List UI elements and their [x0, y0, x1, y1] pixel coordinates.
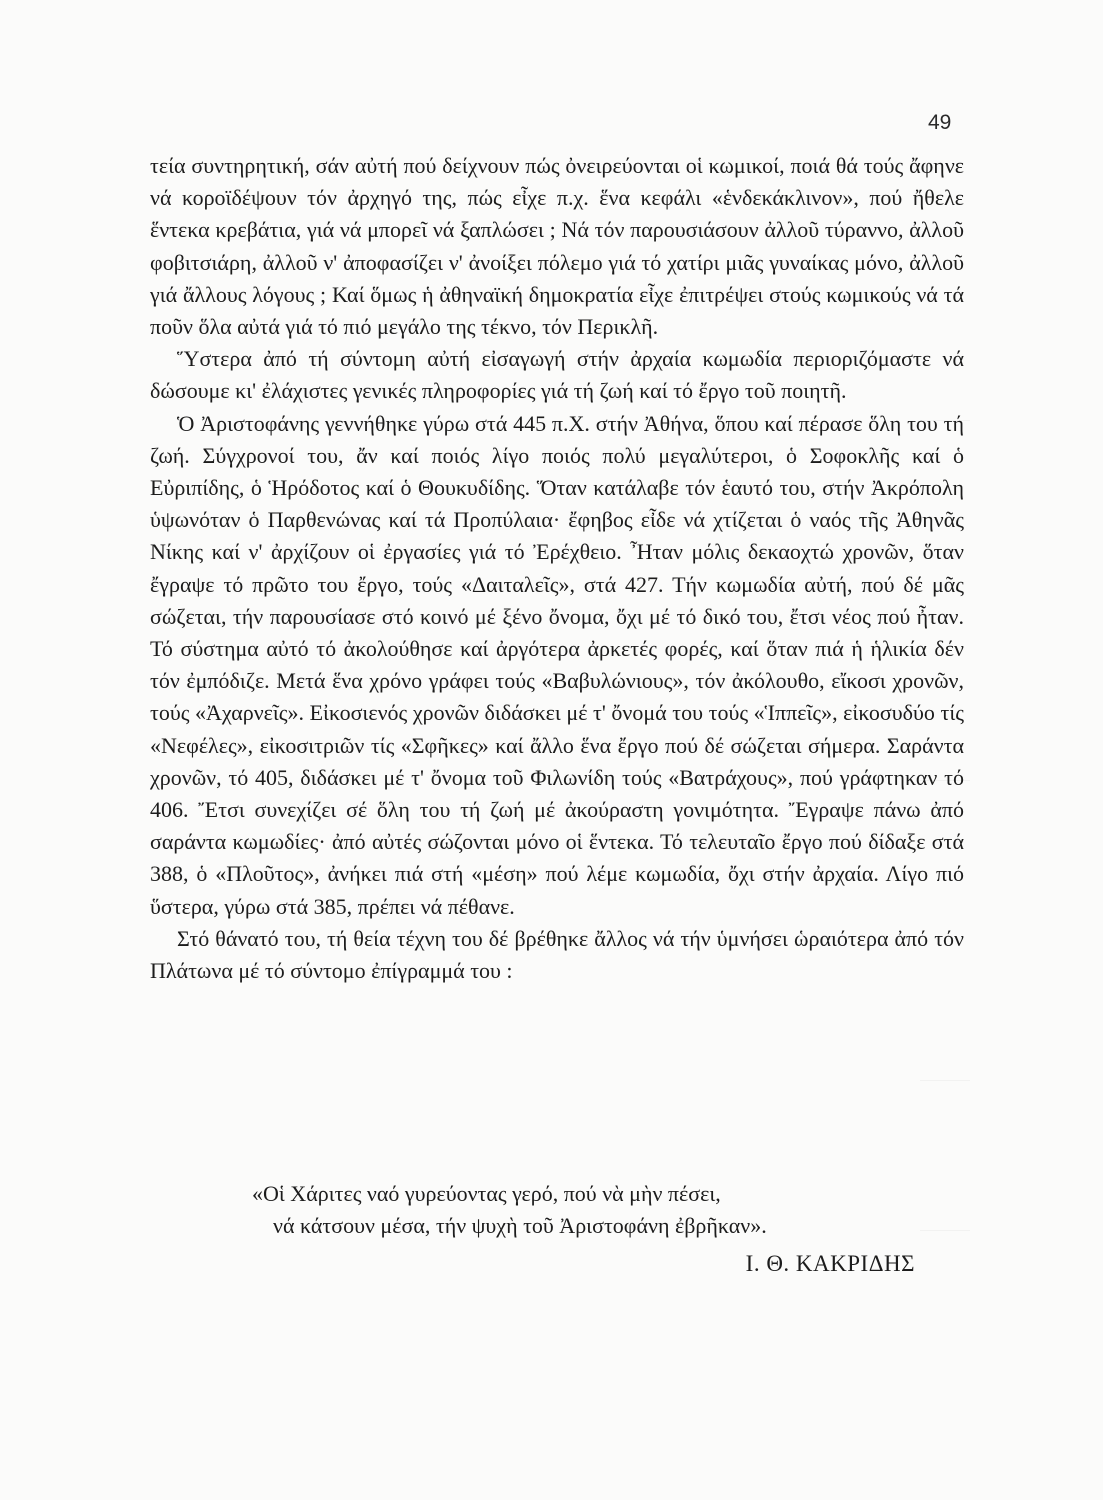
epigram-line-1: «Οἱ Χάριτες ναό γυρεύοντας γερό, πού νὰ μὴν πέσει,: [252, 1181, 721, 1206]
paragraph-3: Ὁ Ἀριστοφάνης γεννήθηκε γύρω στά 445 π.Χ. στήν Ἀθήνα, ὅπου καί πέρασε ὅλη του τή ζωή. Σύγχρονοί του, ἄν καί ποιός λίγο ποιός πολύ μεγαλύτεροι, ὁ Σοφοκλῆς καί ὁ Εὐριπίδης, ὁ Ἡρόδοτος καί ὁ Θουκυδίδης. Ὅταν κατάλαβε τόν ἑαυτό του, στήν Ἀκρόπολη ὑψωνόταν ὁ Παρθενώνας καί τά Προπύλαια· ἔφηβος εἶδε νά χτίζεται ὁ ναός τῆς Ἀθηνᾶς Νίκης καί ν' ἀρχίζουν οἱ ἐργασίες γιά τό Ἐρέχθειο. Ἦταν μόλις δεκαοχτώ χρονῶν, ὅταν ἔγραψε τό πρῶτο του ἔργο, τούς «Δαιταλεῖς», στά 427. Τήν κωμωδία αὐτή, πού δέ μᾶς σώζεται, τήν παρουσίασε στό κοινό μέ ξένο ὄνομα, ὄχι μέ τό δικό του, ἔτσι νέος πού ἦταν. Τό σύστημα αὐτό τό ἀκολούθησε καί ἀργότερα ἀρκετές φορές, καί ὅταν πιά ἡ ἡλικία δέν τόν ἐμπόδιζε. Μετά ἕνα χρόνο γράφει τούς «Βαβυλώνιους», τόν ἀκόλουθο, εἴκοσι χρονῶν, τούς «Ἀχαρνεῖς». Εἰκοσιενός χρονῶν διδάσκει μέ τ' ὄνομά του τούς «Ἱππεῖς», εἰκοσυδύο τίς «Νεφέλες», εἰκοσιτριῶν τίς «Σφῆκες» καί ἄλλο ἕνα ἔργο πού δέ σώζεται σήμερα. Σαράντα χρονῶν, τό 405, διδάσκει μέ τ' ὄνομα τοῦ Φιλωνίδη τούς «Βατράχους», πού γράφτηκαν τό 406. Ἔτσι συνεχίζει σέ ὅλη του τή ζωή μέ ἀκούραστη γονιμότητα. Ἔγραψε πάνω ἀπό σαράντα κωμωδίες· ἀπό αὐτές σώζονται μόνο οἱ ἕντεκα. Τό τελευταῖο ἔργο πού δίδαξε στά 388, ὁ «Πλοῦτος», ἀνήκει πιά στή «μέση» πού λέμε κωμωδία, ὄχι στήν ἀρχαία. Λίγο πιό ὕστερα, γύρω στά 385, πρέπει νά πέθανε.: [150, 410, 964, 919]
epigram-line-2: νά κάτσουν μέσα, τήν ψυχὴ τοῦ Ἀριστοφάνη ἐβρῆκαν».: [273, 1213, 767, 1239]
epigram: [150, 1178, 964, 1242]
paragraph-1: τεία συντηρητική, σάν αὐτή πού δείχνουν πώς ὀνειρεύονται οἱ κωμικοί, ποιά θά τούς ἄφηνε νά κοροϊδέψουν τόν ἀρχηγό της, πώς εἶχε π.χ. ἕνα κεφάλι «ἑνδεκάκλινον», πού ἤθελε ἕντεκα κρεβάτια, γιά νά μπορεῖ νά ξαπλώσει ; Νά τόν παρουσιάσουν ἀλλοῦ τύραννο, ἀλλοῦ φοβιτσιάρη, ἀλλοῦ ν' ἀποφασίζει ν' ἀνοίξει πόλεμο γιά τό χατίρι μιᾶς γυναίκας μόνο, ἀλλοῦ γιά ἄλλους λόγους ; Καί ὅμως ἡ ἀθηναϊκή δημοκρατία εἶχε ἐπιτρέψει στούς κωμικούς νά τά ποῦν ὅλα αὐτά γιά τό πιό μεγάλο της τέκνο, τόν Περικλῆ.: [150, 153, 964, 340]
author-signature: Ι. Θ. ΚΑΚΡΙΔΗΣ: [745, 1251, 915, 1276]
page-number: 49: [928, 111, 952, 134]
paragraph-2: Ὕστερα ἀπό τή σύντομη αὐτή εἰσαγωγή στήν ἀρχαία κωμωδία περιοριζόμαστε νά δώσουμε κι' ἐλάχιστες γενικές πληροφορίες γιά τή ζωή καί τό ἔργο τοῦ ποιητῆ.: [150, 346, 964, 404]
paragraph-4: Στό θάνατό του, τή θεία τέχνη του δέ βρέθηκε ἄλλος νά τήν ὑμνήσει ὡραιότερα ἀπό τόν Πλάτωνα μέ τό σύντομο ἐπίγραμμά του :: [150, 925, 964, 984]
body-text: [150, 150, 964, 987]
